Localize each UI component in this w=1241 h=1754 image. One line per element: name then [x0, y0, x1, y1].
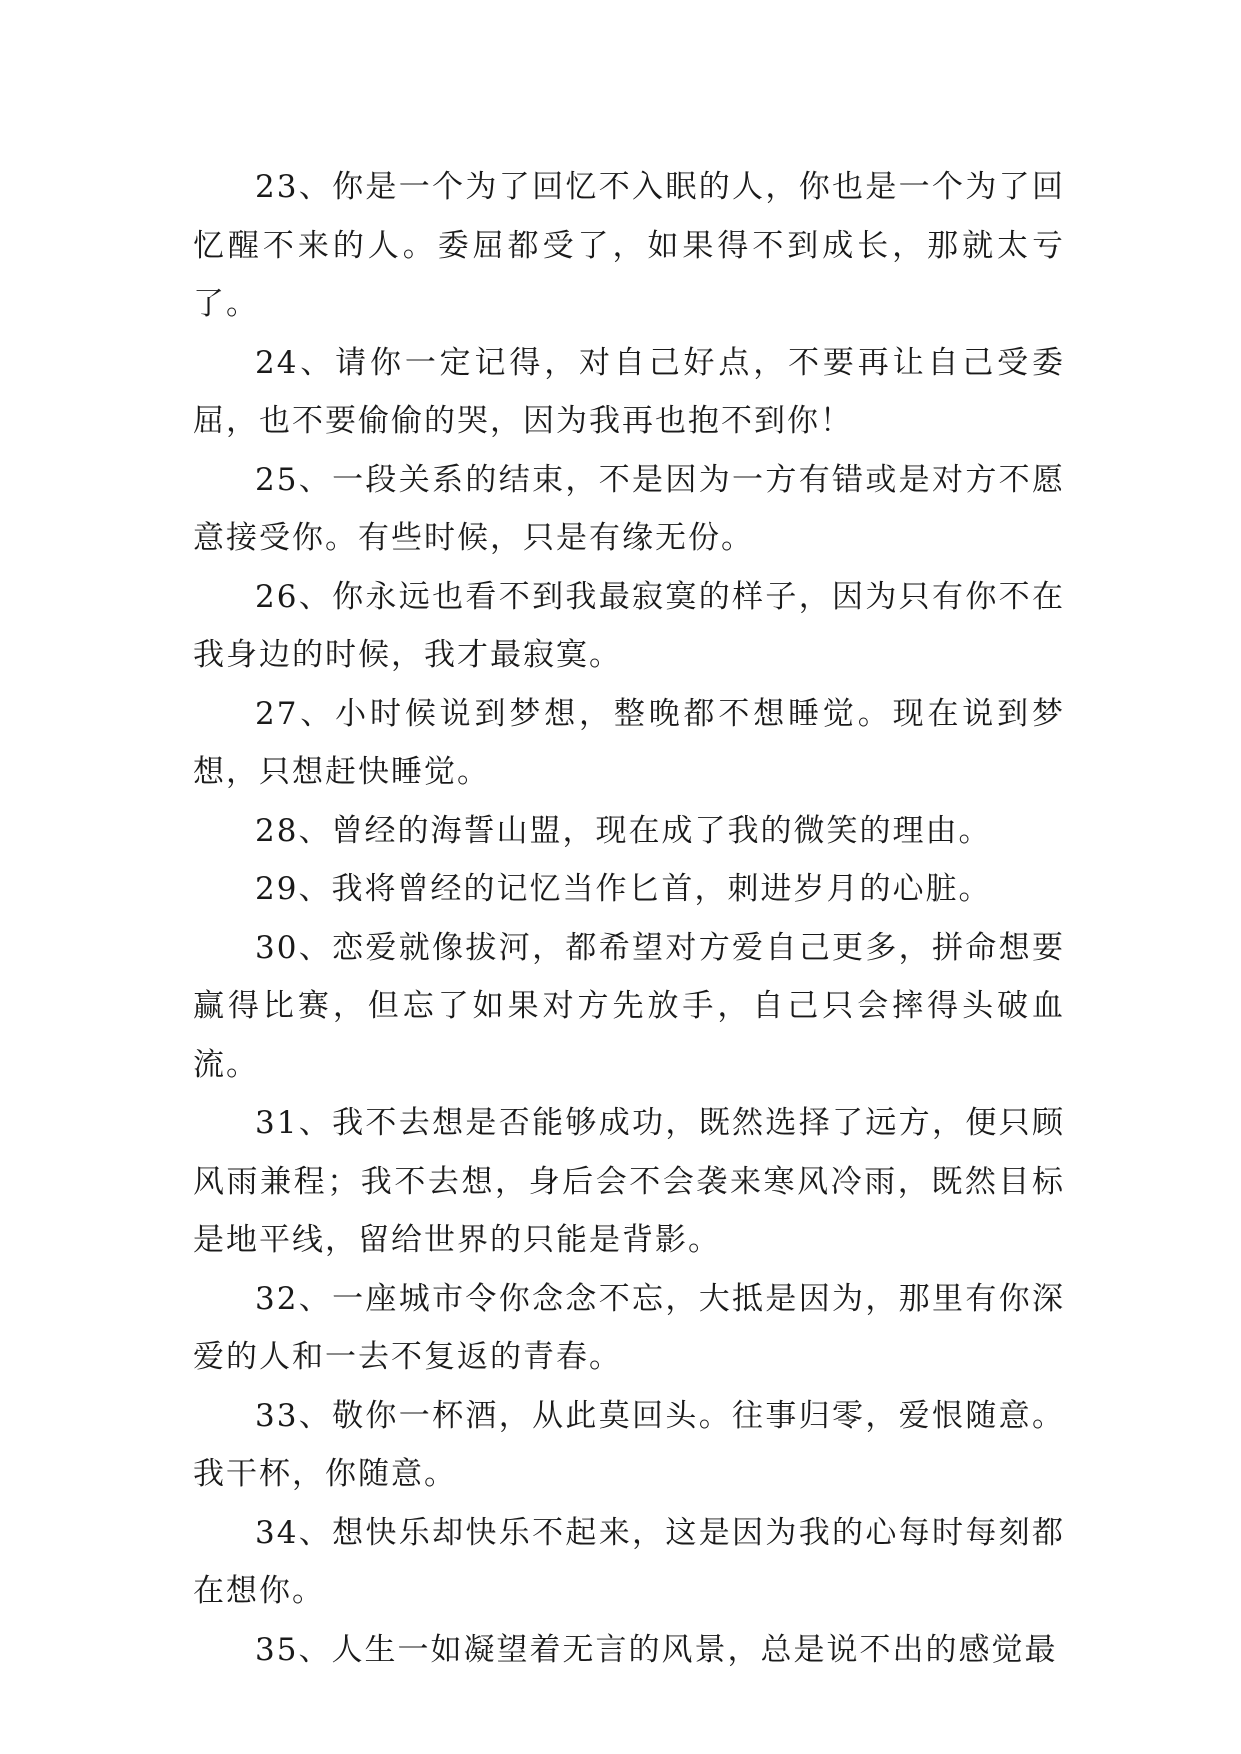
paragraph-30: 30、恋爱就像拔河，都希望对方爱自己更多，拼命想要赢得比赛，但忘了如果对方先放手，自己只会摔得头破血流。: [193, 929, 1065, 1083]
paragraph-24: 24、请你一定记得，对自己好点，不要再让自己受委屈，也不要偷偷的哭，因为我再也抱不到你！: [193, 344, 1065, 439]
paragraph-26: 26、你永远也看不到我最寂寞的样子，因为只有你不在我身边的时候，我才最寂寞。: [193, 578, 1065, 673]
paragraph-29: 29、我将曾经的记忆当作匕首，刺进岁月的心脏。: [255, 871, 992, 907]
paragraph-31: 31、我不去想是否能够成功，既然选择了远方，便只顾风雨兼程；我不去想，身后会不会袭来寒风冷雨，既然目标是地平线，留给世界的只能是背影。: [193, 1105, 1065, 1258]
document-body: [193, 158, 1065, 1679]
paragraph-23: 23、你是一个为了回忆不入眠的人，你也是一个为了回忆醒不来的人。委屈都受了，如果得不到成长，那就太亏了。: [193, 169, 1065, 322]
paragraph-28: 28、曾经的海誓山盟，现在成了我的微笑的理由。: [255, 812, 992, 849]
paragraph-25: 25、一段关系的结束，不是因为一方有错或是对方不愿意接受你。有些时候，只是有缘无份。: [193, 461, 1065, 556]
paragraph-35: 35、人生一如凝望着无言的风景，总是说不出的感觉最: [255, 1631, 1058, 1668]
paragraph-32: 32、一座城市令你念念不忘，大抵是因为，那里有你深爱的人和一去不复返的青春。: [193, 1280, 1065, 1375]
paragraph-33: 33、敬你一杯酒，从此莫回头。往事归零，爱恨随意。我干杯，你随意。: [193, 1397, 1065, 1492]
paragraph-27: 27、小时候说到梦想，整晚都不想睡觉。现在说到梦想，只想赶快睡觉。: [193, 695, 1065, 790]
paragraph-34: 34、想快乐却快乐不起来，这是因为我的心每时每刻都在想你。: [193, 1514, 1065, 1609]
